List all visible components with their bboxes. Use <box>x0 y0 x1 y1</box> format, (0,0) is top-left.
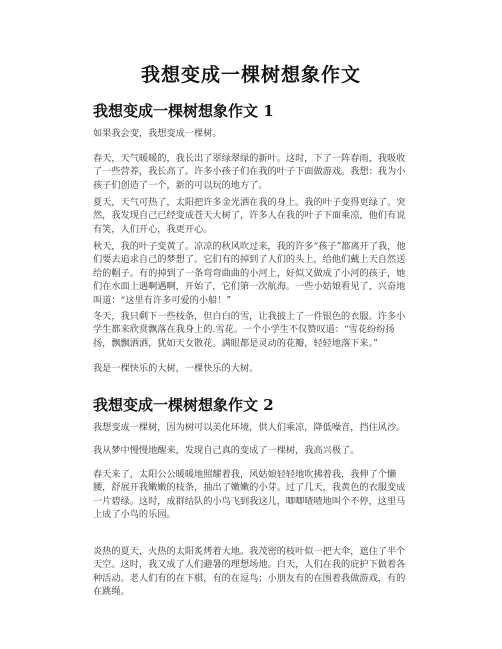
paragraph: 夏天，天气可热了，太阳把许多金光洒在我的身上。我的叶子变得更绿了。突然，我发现自己已经变成苍天大树了，许多人在我的叶子下面乘凉，他们有说有笑，人们开心，我更开心。 <box>93 197 406 235</box>
paragraph: 春天，天气暖暖的，我长出了翠绿翠绿的新叶。这时，下了一阵春雨，我吸收了一些营养，我长高了。许多小孩子们在我的叶子下面做游戏。我想：我为小孩子们创造了一个，新的可以玩的地方了。 <box>93 153 406 191</box>
page-title: 我想变成一棵树想象作文 <box>140 64 361 86</box>
paragraph: 炎热的夏天，火热的太阳炙烤着大地。我茂密的枝叶似一把大伞，遮住了半个天空。这时，我又成了人们避暑的理想场地。白天，人们在我的庇护下做着各种活动。老人们有的在下棋，有的在逗鸟；小朋友有的在围着我做游戏，有的在跳绳。 <box>93 546 406 598</box>
paragraph: 春天来了，太阳公公暖暖地照耀着我，风姑娘轻轻地吹拂着我，我伸了个懒腰，舒展开我嫩嫩的枝条，抽出了嫩嫩的小芽。过了几天，我黄色的衣服变成一片碧绿。这时，成群结队的小鸟飞到我这儿，唧唧喳喳地叫个不停，这里马上成了小鸟的乐园。 <box>93 469 406 521</box>
paragraph: 如果我会变，我想变成一棵树。 <box>93 128 222 139</box>
paragraph: 秋天，我的叶子变黄了。凉凉的秋风吹过来，我的许多“孩子”都离开了我，他们要去追求自己的梦想了。它们有的掉到了人们的头上，给他们戴上天自然送给的帽子。有的掉到了一条弯弯曲曲的小河上，好似又做成了小河的孩子，她们在水面上遇啊遇啊，开始了，它们第一次航海。一些小姑娘看见了，兴奋地叫道：“这里有许多可爱的小船！” <box>93 241 406 306</box>
paragraph: 冬天，我只剩下一些枝条，但白白的雪，让我披上了一件银色的衣服。许多小学生都来欣赏飘落在我身上的.雪花。一个小学生不仅赞叹道：“雪花纷纷扬扬，飘飘洒洒，犹如天女散花。满眼都是灵动的花瓣，轻轻地落下来。” <box>93 311 406 349</box>
paragraph: 我是一棵快乐的大树，一棵快乐的大树。 <box>93 363 259 374</box>
paragraph: 我想变成一棵树，因为树可以美化环境，供人们乘凉，降低噪音，挡住风沙。 <box>93 422 406 433</box>
section-heading-1: 我想变成一棵树想象作文 1 <box>93 102 274 120</box>
section-heading-2: 我想变成一棵树想象作文 2 <box>93 396 274 414</box>
paragraph: 我从梦中慢慢地醒来，发现自己真的变成了一棵树，我高兴极了。 <box>93 445 360 456</box>
